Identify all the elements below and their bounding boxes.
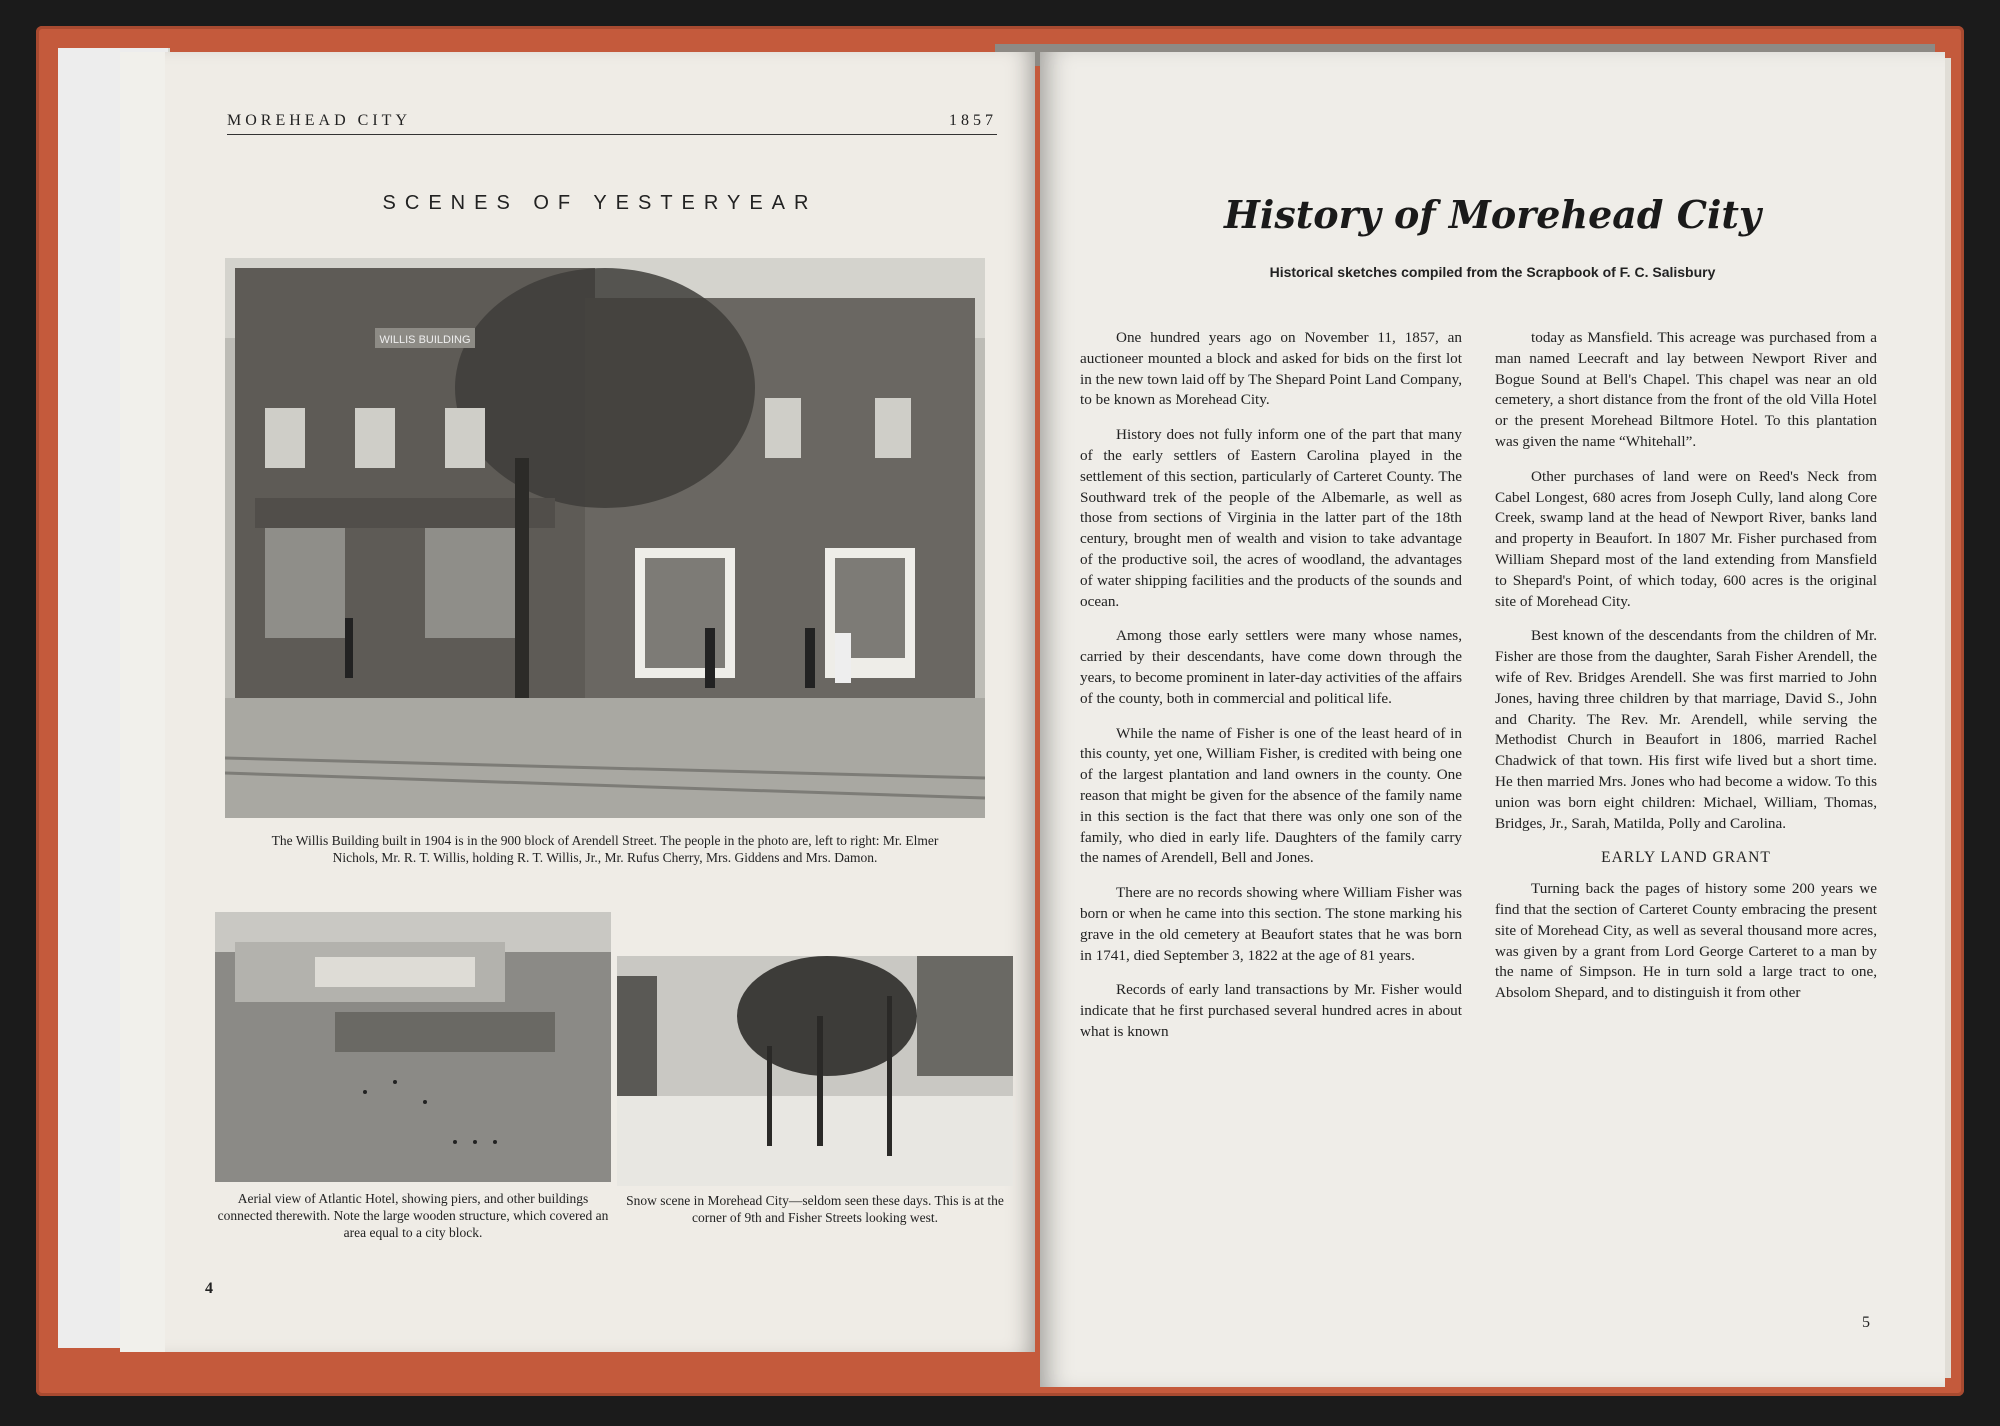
history-subtitle: Historical sketches compiled from the Scrapbook of F. C. Salisbury: [1269, 264, 1716, 280]
snow-scene-caption: Snow scene in Morehead City—seldom seen these days. This is at the corner of 9th and Fisher Streets looking west.: [626, 1193, 1004, 1225]
paragraph: today as Mansfield. This acreage was purchased from a man named Leecraft and lay between Newport River and Bogue Sound at Bell's Chapel. This chapel was near an old cemetery, a short distance from the front of the old Villa Hotel or the present Morehead Biltmore Hotel. To this plantation was given the name “Whitehall”.: [1495, 329, 1877, 450]
paragraph: Turning back the pages of history some 200 years we find that the section of Carteret County embracing the present site of Morehead City, as well as several thousand more acres, was given by a grant from Lord George Carteret to a man by the name of Simpson. He in turn sold a large tract to one, Absolom Shepard, and to distinguish it from other: [1495, 880, 1877, 1002]
running-head: [227, 112, 997, 135]
paragraph: Among those early settlers were many whose names, carried by their descendants, have come down through the years, to become prominent in later-day activities of the affairs of the county, both in commercial and political life.: [1080, 627, 1462, 707]
right-page: [1040, 52, 1945, 1387]
paragraph: There are no records showing where William Fisher was born or when he came into this section. The stone marking his grave in the old cemetery at Beaufort states that he was born in 1741, died September 3, 1822 at the age of 81 years.: [1080, 884, 1462, 964]
paragraph: While the name of Fisher is one of the least heard of in this county, yet one, William Fisher, is credited with being one of the largest plantation and land owners in the county. One reason that might be given for the absence of the family name in this section is the fact that there was only one son of the family, who died in early life. Daughters of the family carry the names of Arendell, Bell and Jones.: [1080, 724, 1462, 867]
willis-building-caption: The Willis Building built in 1904 is in the 900 block of Arendell Street. The people in the photo are, left to right: Mr. Elmer Nichols, Mr. R. T. Willis, holding R. T. Willis, Jr., Mr. Rufus Cherry, Mrs. Giddens and Mrs. Damon.: [271, 833, 939, 865]
early-land-grant-heading: EARLY LAND GRANT: [1601, 849, 1771, 867]
section-title: SCENES OF YESTERYEAR: [382, 192, 818, 214]
snow-scene-illustration: [617, 956, 1013, 1186]
paragraph: One hundred years ago on November 11, 1857, an auctioneer mounted a block and asked for bids on the first lot in the new town laid off by The Shepard Point Land Company, to be known as Morehead City.: [1080, 329, 1462, 409]
willis-building-photo: [225, 258, 985, 818]
right-page-number: 5: [1862, 1314, 1870, 1331]
paragraph: Records of early land transactions by Mr. Fisher would indicate that he first purchased several hundred acres in about what is known: [1080, 981, 1462, 1040]
running-head-title: MOREHEAD CITY: [227, 112, 411, 129]
atlantic-hotel-photo: [215, 912, 611, 1182]
atlantic-hotel-illustration: [215, 912, 611, 1182]
atlantic-hotel-caption: Aerial view of Atlantic Hotel, showing piers, and other buildings connected therewith. Note the large wooden structure, which covered an area equal to a city block.: [217, 1191, 609, 1240]
running-head-year: 1857: [949, 112, 997, 129]
text-column-right: [1495, 328, 1877, 1018]
history-title: History of Morehead City: [1223, 192, 1762, 237]
snow-scene-photo: [617, 956, 1013, 1186]
willis-sign-text: WILLIS BUILDING: [379, 334, 471, 346]
paragraph: Best known of the descendants from the children of Mr. Fisher are those from the daughter, Sarah Fisher Arendell, the wife of Rev. Bridges Arendell. She was first married to John Jones, having three children by that marriage, David S., John and Charity. The Rev. Mr. Arendell, while serving the Methodist Church in Beaufort in 1806, married Rachel Chadwick of that town. His first wife lived but a short time. He then married Mrs. Jones who had become a widow. To this union was born eight children: Michael, William, Thomas, Bridges, Jr., Sarah, Matilda, Polly and Carolina.: [1495, 627, 1877, 832]
left-page: [165, 52, 1035, 1352]
willis-building-illustration: [225, 258, 985, 818]
left-page-number: 4: [205, 1280, 213, 1297]
paragraph: Other purchases of land were on Reed's Neck from Cabel Longest, 680 acres from Joseph Cully, land along Core Creek, swamp land at the head of Newport River, banks land and property in Beaufort. In 1807 Mr. Fisher purchased from William Shepard most of the land extending from Mansfield to Shepard's Point, of which today, 600 acres is the original site of Morehead City.: [1495, 467, 1877, 610]
paragraph: History does not fully inform one of the part that many of the early settlers of Eastern Carolina played in the settlement of this section, particularly of Carteret County. The Southward trek of the people of the Albemarle, as well as those from sections of Virginia in the latter part of the 18th century, brought men of wealth and vision to take advantage of the productive soil, the acres of woodland, the advantages of water shipping facilities and the products of the sounds and ocean.: [1080, 426, 1462, 610]
text-column-left: [1080, 328, 1462, 1057]
